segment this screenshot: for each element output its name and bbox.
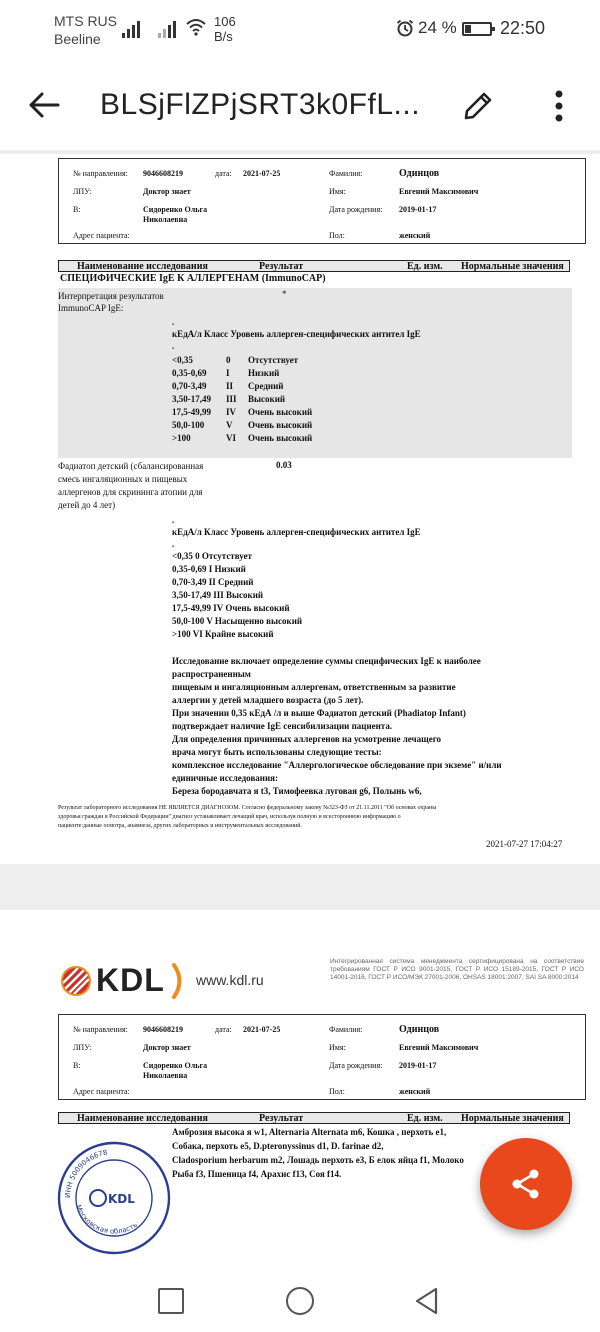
carrier-2: Beeline [54, 31, 101, 47]
referral-value: 9046608219 [143, 169, 183, 178]
note-line: комплексное исследование "Аллергологическое обследование при экземе" и/или [172, 760, 502, 770]
sex-label: Пол: [329, 231, 345, 240]
col-name: Наименование исследования [77, 261, 208, 272]
net-speed [214, 14, 236, 44]
note-line: подтверждает наличие IgE сенсибилизации пациента. [172, 721, 393, 731]
disclaimer-line: пациенте:данные осмотра, анамнеза, других лабораторных и инструментальных исследований. [58, 823, 302, 829]
col-result: Результат [259, 1113, 304, 1124]
name-value: Евгений Максимович [399, 1043, 479, 1052]
col-unit: Ед. изм. [407, 261, 443, 272]
document-viewer[interactable] [0, 150, 600, 1270]
dot: . [172, 317, 175, 327]
interp-line-2: ImmunoCAP IgE: [58, 303, 124, 313]
scale2-row: <0,35 0 Отсутствует [172, 551, 252, 561]
birth-value: 2019-01-17 [399, 205, 437, 214]
birth-value: 2019-01-17 [399, 1061, 437, 1070]
sex-value: женский [399, 1087, 431, 1096]
status-bar [0, 0, 600, 56]
lpu-label: ЛПУ: [73, 1043, 92, 1052]
phadiatop-line: аллергенов для скрининга атопии для [58, 487, 203, 497]
date-label: дата: [215, 169, 232, 178]
system-nav-bar [0, 1270, 600, 1332]
scale-range: >100 [172, 433, 191, 443]
document-page-1 [0, 154, 600, 864]
scale-header: кЕдА/л Класс Уровень аллерген-специфических антител IgE [172, 329, 421, 339]
patient-header [58, 158, 586, 244]
col-norm: Нормальные значения [461, 261, 564, 272]
scale-range: 0,35-0,69 [172, 368, 207, 378]
kdl-logo-text: KDL [96, 962, 165, 998]
wifi-icon [186, 18, 206, 36]
scale-range: 17,5-49,99 [172, 407, 211, 417]
net-speed-value: 106 [214, 14, 236, 29]
results-table-header-2 [58, 1112, 570, 1124]
battery-icon [462, 22, 492, 36]
share-button[interactable] [480, 1138, 572, 1230]
sex-value: женский [399, 231, 431, 240]
note-line: Береза бородавчата я t3, Тимофеевка луговая g6, Полынь w6, [172, 786, 422, 796]
scale-class: IV [226, 407, 237, 417]
dot: . [172, 341, 175, 351]
lpu-value: Доктор знает [143, 187, 191, 196]
patient-header-2 [58, 1014, 586, 1100]
name-label: Имя: [329, 1043, 346, 1052]
allergen-line: Амброзия высока я w1, Alternaria Alternata m6, Кошка , перхоть e1, [172, 1127, 447, 1137]
note-line: При значении 0,35 кЕдА /л и выше Фадиатоп детский (Phadiatop Infant) [172, 708, 466, 718]
carrier-1: MTS RUS [54, 13, 117, 29]
referral-label: № направления: [73, 1025, 128, 1034]
clock: 22:50 [500, 18, 546, 38]
allergen-line: Рыба f3, Пшеница f4, Арахис f13, Соя f14. [172, 1169, 342, 1179]
document-title: BLSjFlZPjSRT3k0FfL... [100, 88, 421, 121]
birth-label: Дата рождения: [329, 205, 383, 214]
phadiatop-line: детей до 4 лет) [58, 500, 116, 510]
note-line: пищевым и ингаляционным аллергенам, ответственным за развитие [172, 682, 456, 692]
home-icon[interactable] [286, 1287, 314, 1315]
date-value: 2021-07-25 [243, 1025, 281, 1034]
note-line: врача могут быть использованы следующие тесты: [172, 747, 382, 757]
note-line: единичные исследования: [172, 773, 279, 783]
surname-value: Одинцов [399, 168, 440, 179]
scale2-row: 0,70-3,49 II Средний [172, 577, 254, 587]
lab-stamp-image [56, 1140, 172, 1256]
scale-class: 0 [226, 355, 231, 365]
scale-level: Отсутствует [248, 355, 299, 365]
col-name: Наименование исследования [77, 1113, 208, 1124]
interp-asterisk: * [282, 289, 287, 299]
phadiatop-line: смесь ингаляционных и пищевых [58, 474, 188, 484]
scale2-row: 17,5-49,99 IV Очень высокий [172, 603, 290, 613]
phadiatop-result: 0.03 [276, 460, 292, 470]
scale-class: VI [226, 433, 237, 443]
doctor-value-2: Николаевна [143, 215, 188, 224]
kdl-logo-icon [60, 965, 92, 997]
name-label: Имя: [329, 187, 346, 196]
back-arrow-icon[interactable] [22, 82, 68, 128]
note-line: распространенным [172, 669, 251, 679]
share-icon [510, 1168, 542, 1200]
scale2-row: 50,0-100 V Насыщенно высокий [172, 616, 303, 626]
date-label: дата: [215, 1025, 232, 1034]
interpretation-block [58, 288, 572, 458]
scale-level: Высокий [248, 394, 286, 404]
col-norm: Нормальные значения [461, 1113, 564, 1124]
doctor-label: В: [73, 205, 81, 214]
section-title: СПЕЦИФИЧЕСКИЕ IgE К АЛЛЕРГЕНАМ (ImmunoCAP) [60, 273, 326, 284]
note-line: Исследование включает определение суммы специфических IgE к наиболее [172, 656, 481, 666]
scale2-row: 0,35-0,69 I Низкий [172, 564, 246, 574]
sex-label: Пол: [329, 1087, 345, 1096]
scale-range: 0,70-3,49 [172, 381, 207, 391]
disclaimer-line: здоровья граждан в Российской Федерации" диагноз устанавливает лечащий врач, используя полную и всестороннюю информацию о [58, 814, 401, 820]
surname-label: Фамилия: [329, 169, 363, 178]
net-speed-unit: B/s [214, 29, 233, 44]
alarm-icon [396, 19, 414, 37]
scale-level: Средний [248, 381, 284, 391]
doctor-value-1: Сидоренко Ольга [143, 205, 208, 214]
more-vert-icon[interactable] [544, 86, 574, 126]
scale-level: Очень высокий [248, 420, 313, 430]
results-table-header [58, 260, 570, 272]
scale2-row: >100 VI Крайне высокий [172, 629, 274, 639]
carrier-names [54, 12, 117, 48]
scale2-header: кЕдА/л Класс Уровень аллерген-специфических антител IgE [172, 527, 421, 537]
allergen-line: Собака, перхоть e5, D.pteronyssinus d1, D. farinae d2, [172, 1141, 384, 1151]
svg-text:Московская область [74, 1204, 139, 1236]
disclaimer-line: Результат лабораторного исследования НЕ ЯВЛЯЕТСЯ ДИАГНОЗОМ. Согласно федеральному закону №323-ФЗ от 21.11.2011 "Об основах охраны [58, 805, 437, 811]
lpu-value: Доктор знает [143, 1043, 191, 1052]
doctor-label: В: [73, 1061, 81, 1070]
scale2-row: 3,50-17,49 III Высокий [172, 590, 264, 600]
kdl-logo [60, 962, 185, 999]
surname-label: Фамилия: [329, 1025, 363, 1034]
dot: . [172, 539, 175, 549]
kdl-site: www.kdl.ru [196, 972, 264, 988]
stamp-inn: ИНН 5009046678 [63, 1148, 109, 1199]
date-value: 2021-07-25 [243, 169, 281, 178]
interp-line-1: Интерпретация результатов [58, 291, 164, 301]
scale-class: I [226, 368, 230, 378]
dot: . [172, 515, 175, 525]
scale-level: Низкий [248, 368, 280, 378]
signal-icon-2 [158, 20, 176, 38]
name-value: Евгений Максимович [399, 187, 479, 196]
scale-range: 3,50-17,49 [172, 394, 211, 404]
stamp-kdl: KDL [108, 1192, 135, 1206]
address-label: Адрес пациента: [73, 231, 130, 240]
battery-percent: 24 % [418, 18, 457, 37]
stamp-region: Московская область [74, 1203, 139, 1236]
referral-value: 9046608219 [143, 1025, 183, 1034]
col-result: Результат [259, 261, 304, 272]
signal-icon [122, 20, 140, 38]
scale-class: II [226, 381, 234, 391]
scale-range: <0,35 [172, 355, 193, 365]
doctor-value-2: Николаевна [143, 1071, 188, 1080]
birth-label: Дата рождения: [329, 1061, 383, 1070]
scale-class: III [226, 394, 237, 404]
print-timestamp: 2021-07-27 17:04:27 [486, 839, 563, 849]
note-line: Для определения причинных аллергенов на усмотрение лечащего [172, 734, 442, 744]
pencil-icon[interactable] [456, 84, 500, 128]
address-label: Адрес пациента: [73, 1087, 130, 1096]
scale-level: Очень высокий [248, 407, 313, 417]
note-line: аллергии у детей младшего возраста (до 5 лет). [172, 695, 364, 705]
scale-class: V [226, 420, 233, 430]
kdl-swoosh-icon [171, 963, 185, 999]
referral-label: № направления: [73, 169, 128, 178]
surname-value: Одинцов [399, 1024, 440, 1035]
scale-level: Очень высокий [248, 433, 313, 443]
app-bar [0, 60, 600, 150]
lpu-label: ЛПУ: [73, 187, 92, 196]
doctor-value-1: Сидоренко Ольга [143, 1061, 208, 1070]
back-triangle-icon[interactable] [412, 1286, 442, 1316]
col-unit: Ед. изм. [407, 1113, 443, 1124]
allergen-line: Cladosporium herbarum m2, Лошадь перхоть e3, Б елок яйца f1, Молоко [172, 1155, 464, 1165]
phadiatop-line: Фадиатоп детский (сбалансированная [58, 461, 204, 471]
cert-text: Интегрированная система менеджмента сертифицирована на соответствие требованиям ГОСТ Р ИСО 9001-2015, ГОСТ Р ИСО 15189-2015, ГОСТ Р ИСО 14001-2016, ГОСТ Р ИСО/МЭК 27001-2006, OHSAS 18001:2007, SAI SA 8000:2014 [330, 958, 584, 981]
scale-range: 50,0-100 [172, 420, 205, 430]
recent-apps-icon[interactable] [158, 1288, 184, 1314]
